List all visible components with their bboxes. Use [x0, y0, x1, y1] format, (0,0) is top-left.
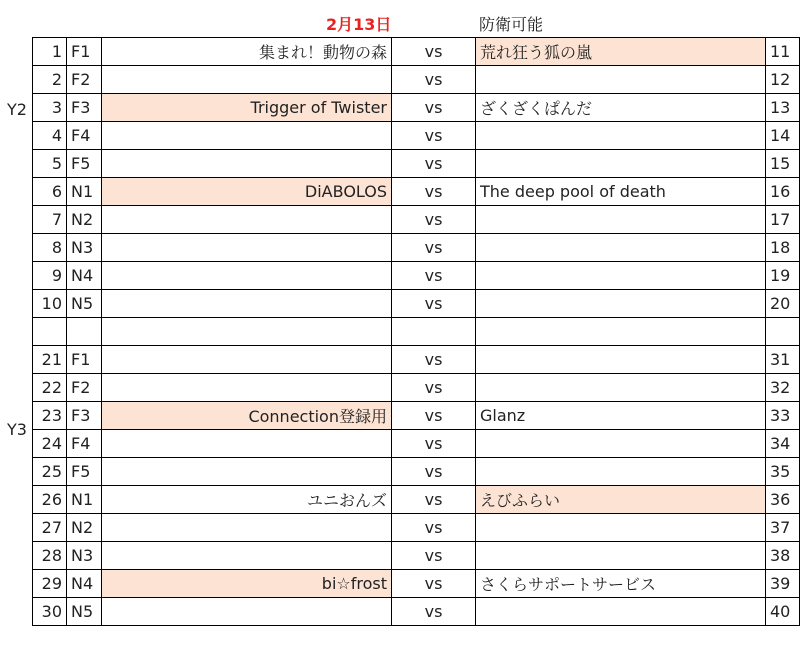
home-team-cell[interactable]: DiABOLOS — [102, 178, 392, 206]
opponent-number: 39 — [766, 570, 800, 598]
vs-label: vs — [392, 374, 476, 402]
row-number: 7 — [33, 206, 67, 234]
away-team-cell[interactable] — [476, 374, 766, 402]
row-number: 22 — [33, 374, 67, 402]
home-team-cell[interactable] — [102, 598, 392, 626]
away-team-cell[interactable]: ざくざくぱんだ — [476, 94, 766, 122]
row-number: 29 — [33, 570, 67, 598]
table-row — [33, 430, 800, 458]
home-team-cell[interactable] — [102, 542, 392, 570]
row-number: 6 — [33, 178, 67, 206]
table-row — [33, 486, 800, 514]
row-number: 30 — [33, 598, 67, 626]
vs-label: vs — [392, 262, 476, 290]
slot-code: F4 — [67, 430, 102, 458]
row-number: 21 — [33, 346, 67, 374]
home-team-cell[interactable] — [102, 66, 392, 94]
defense-possible-header: 防衛可能 — [479, 15, 544, 34]
opponent-number: 36 — [766, 486, 800, 514]
slot-code: F1 — [67, 346, 102, 374]
vs-label: vs — [392, 150, 476, 178]
slot-code: F5 — [67, 458, 102, 486]
opponent-number: 14 — [766, 122, 800, 150]
table-row — [33, 458, 800, 486]
opponent-number: 40 — [766, 598, 800, 626]
row-number: 24 — [33, 430, 67, 458]
slot-code: N5 — [67, 290, 102, 318]
match-table — [32, 37, 800, 626]
away-team-cell[interactable] — [476, 234, 766, 262]
home-team-cell[interactable]: 集まれ！動物の森 — [102, 38, 392, 66]
slot-code: F1 — [67, 38, 102, 66]
table-row — [33, 122, 800, 150]
spacer-cell — [476, 318, 766, 346]
opponent-number: 33 — [766, 402, 800, 430]
home-team-cell[interactable] — [102, 458, 392, 486]
opponent-number: 11 — [766, 38, 800, 66]
slot-code: F2 — [67, 66, 102, 94]
slot-code: F4 — [67, 122, 102, 150]
opponent-number: 15 — [766, 150, 800, 178]
table-row — [33, 542, 800, 570]
away-team-cell[interactable] — [476, 150, 766, 178]
opponent-number: 16 — [766, 178, 800, 206]
vs-label: vs — [392, 570, 476, 598]
away-team-cell[interactable]: さくらサポートサービス — [476, 570, 766, 598]
vs-label: vs — [392, 598, 476, 626]
opponent-number: 13 — [766, 94, 800, 122]
row-number: 9 — [33, 262, 67, 290]
away-team-cell[interactable] — [476, 262, 766, 290]
away-team-cell[interactable] — [476, 514, 766, 542]
table-row — [33, 150, 800, 178]
home-team-cell[interactable] — [102, 346, 392, 374]
vs-label: vs — [392, 66, 476, 94]
vs-label: vs — [392, 402, 476, 430]
vs-label: vs — [392, 542, 476, 570]
away-team-cell[interactable] — [476, 458, 766, 486]
opponent-number: 32 — [766, 374, 800, 402]
table-row — [33, 374, 800, 402]
slot-code: N3 — [67, 234, 102, 262]
row-number: 28 — [33, 542, 67, 570]
home-team-cell[interactable]: Trigger of Twister — [102, 94, 392, 122]
opponent-number: 17 — [766, 206, 800, 234]
table-row — [33, 234, 800, 262]
vs-label: vs — [392, 458, 476, 486]
table-row — [33, 206, 800, 234]
slot-code: F3 — [67, 94, 102, 122]
table-row — [33, 94, 800, 122]
away-team-cell[interactable] — [476, 598, 766, 626]
away-team-cell[interactable]: 荒れ狂う狐の嵐 — [476, 38, 766, 66]
slot-code: N4 — [67, 570, 102, 598]
slot-code: N2 — [67, 514, 102, 542]
away-team-cell[interactable] — [476, 430, 766, 458]
slot-code: F3 — [67, 402, 102, 430]
home-team-cell[interactable] — [102, 262, 392, 290]
opponent-number: 19 — [766, 262, 800, 290]
row-number: 10 — [33, 290, 67, 318]
home-team-cell[interactable] — [102, 374, 392, 402]
row-number: 26 — [33, 486, 67, 514]
spacer-cell — [67, 318, 102, 346]
table-row — [33, 570, 800, 598]
vs-label: vs — [392, 234, 476, 262]
slot-code: N1 — [67, 486, 102, 514]
table-row — [33, 262, 800, 290]
row-number: 25 — [33, 458, 67, 486]
opponent-number: 37 — [766, 514, 800, 542]
vs-label: vs — [392, 206, 476, 234]
spacer-row — [33, 318, 800, 346]
away-team-cell[interactable] — [476, 122, 766, 150]
spacer-cell — [766, 318, 800, 346]
slot-code: N5 — [67, 598, 102, 626]
opponent-number: 12 — [766, 66, 800, 94]
away-team-cell[interactable] — [476, 290, 766, 318]
opponent-number: 20 — [766, 290, 800, 318]
vs-label: vs — [392, 430, 476, 458]
vs-label: vs — [392, 122, 476, 150]
home-team-cell[interactable] — [102, 150, 392, 178]
home-team-cell[interactable]: Connection登録用 — [102, 402, 392, 430]
date-header: 2月13日 — [326, 15, 392, 34]
home-team-cell[interactable] — [102, 206, 392, 234]
away-team-cell[interactable] — [476, 542, 766, 570]
away-team-cell[interactable]: The deep pool of death — [476, 178, 766, 206]
home-team-cell[interactable] — [102, 234, 392, 262]
table-row — [33, 290, 800, 318]
away-team-cell[interactable]: えびふらい — [476, 486, 766, 514]
table-row — [33, 598, 800, 626]
vs-label: vs — [392, 94, 476, 122]
group-label-y3: Y3 — [7, 420, 27, 439]
row-number: 2 — [33, 66, 67, 94]
row-number: 5 — [33, 150, 67, 178]
table-row — [33, 38, 800, 66]
slot-code: N4 — [67, 262, 102, 290]
opponent-number: 35 — [766, 458, 800, 486]
vs-label: vs — [392, 346, 476, 374]
opponent-number: 31 — [766, 346, 800, 374]
row-number: 8 — [33, 234, 67, 262]
group-label-y2: Y2 — [7, 100, 27, 119]
vs-label: vs — [392, 486, 476, 514]
spacer-cell — [392, 318, 476, 346]
away-team-cell[interactable] — [476, 206, 766, 234]
row-number: 23 — [33, 402, 67, 430]
slot-code: F2 — [67, 374, 102, 402]
opponent-number: 18 — [766, 234, 800, 262]
home-team-cell[interactable] — [102, 290, 392, 318]
home-team-cell[interactable] — [102, 122, 392, 150]
away-team-cell[interactable] — [476, 66, 766, 94]
slot-code: N3 — [67, 542, 102, 570]
table-row — [33, 66, 800, 94]
away-team-cell[interactable] — [476, 346, 766, 374]
slot-code: F5 — [67, 150, 102, 178]
slot-code: N2 — [67, 206, 102, 234]
home-team-cell[interactable] — [102, 514, 392, 542]
row-number: 4 — [33, 122, 67, 150]
opponent-number: 38 — [766, 542, 800, 570]
opponent-number: 34 — [766, 430, 800, 458]
vs-label: vs — [392, 178, 476, 206]
table-row — [33, 514, 800, 542]
home-team-cell[interactable] — [102, 430, 392, 458]
spacer-cell — [102, 318, 392, 346]
home-team-cell[interactable]: bi☆frost — [102, 570, 392, 598]
row-number: 3 — [33, 94, 67, 122]
home-team-cell[interactable]: ユニおんズ — [102, 486, 392, 514]
vs-label: vs — [392, 514, 476, 542]
vs-label: vs — [392, 290, 476, 318]
row-number: 1 — [33, 38, 67, 66]
table-row — [33, 178, 800, 206]
table-row — [33, 346, 800, 374]
vs-label: vs — [392, 38, 476, 66]
table-row — [33, 402, 800, 430]
spacer-cell — [33, 318, 67, 346]
away-team-cell[interactable]: Glanz — [476, 402, 766, 430]
row-number: 27 — [33, 514, 67, 542]
slot-code: N1 — [67, 178, 102, 206]
